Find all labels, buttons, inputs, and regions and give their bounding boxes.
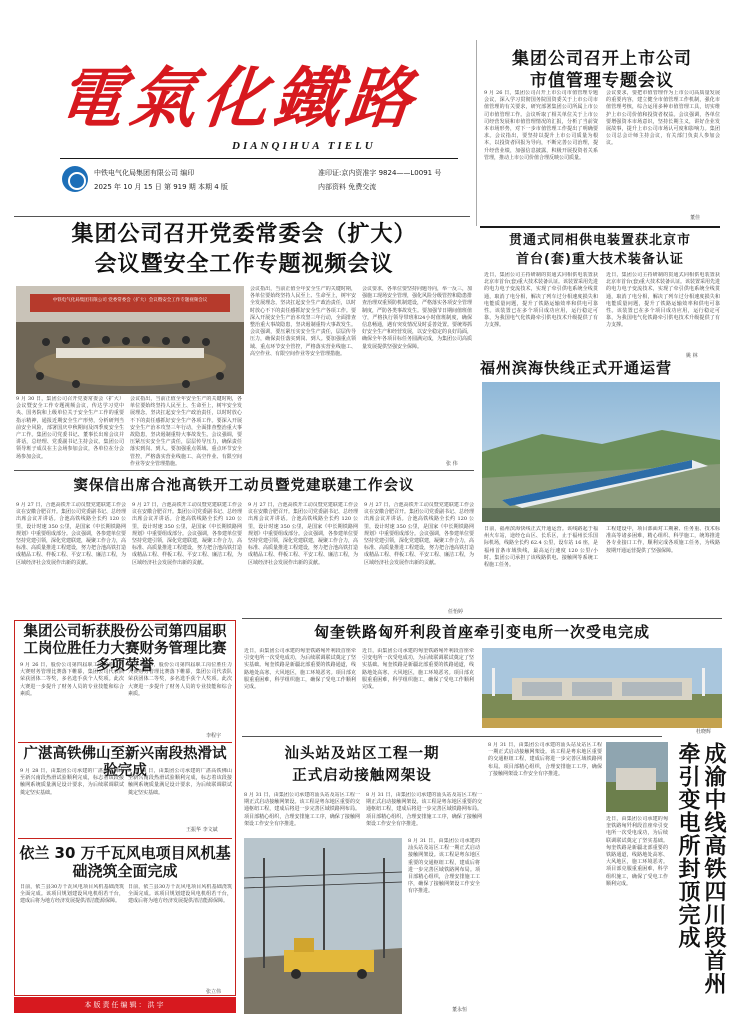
divider xyxy=(14,216,470,217)
top-right-headline-1: 集团公司召开上市公司 xyxy=(512,49,692,69)
divider xyxy=(480,226,720,228)
box-article-3-body-a: 日前，依兰县30万千瓦风电项目风机基础浇筑全面完成。该项目规划建设风电机组若干台，建成后将为地方经济发展提供清洁能源保障。 xyxy=(20,884,124,905)
box-article-2-body-a: 9 月 28 日，由集团公司承建的广湛高铁佛山至新兴南段热滑试验顺利完成，标志着该段接触网系统质量满足设计要求，为后续联调联试奠定坚实基础。 xyxy=(20,768,124,796)
dou-body-4: 9 月 27 日，合池高铁开工动员暨党建联建工作会议在安徽合肥召开。集团公司党委副书记、总经理出席会议并讲话。合池高铁线路全长约 120 公里，设计时速 350 公里，是国家《中长期铁路网规划》中重要组成部分。会议强调，各参建单位要坚持党建引领，深化党建联建，凝聚工作合力，高标准、高质量推进工程建设，努力把合池高铁打造成精品工程、样板工程、平安工程、廉洁工程，为区域经济社会发展作出新的贡献。 xyxy=(364,502,474,566)
main-article-col2b: 会议指出，当前正值全年安全生产的关键时期，各单位要始终坚持人民至上、生命至上，树牢安全发展理念，坚决扛起安全生产政治责任，以时时放心不下的责任感抓好安全生产各项工作。要深入开展安全生产治本攻坚三年行动，全面排查整治重大事故隐患，坚决遏制重特大事故发生。会议强调，要压紧压实安全生产责任，层层传导压力，确保责任落实到岗、到人。要加强重点领域、重点环节安全管控，严格落实营业线施工、高空作业、有限空间作业等安全管理措施。 xyxy=(250,286,356,357)
right-mid-body-right: 近日，集团公司主持研制的贯通式同相供电装置获北京市首台(套)重大技术装备认证。该装置采用先进的电力电子变流技术，实现了牵引供电系统全线贯通，取消了电分相，解决了列车过分相速度损失和电能质量问题，提升了铁路运输效率和供电可靠性。该装置已在多个项目成功应用，运行稳定可靠，为我国电气化铁路牵引供电技术升级提供了有力支撑。 xyxy=(606,272,720,329)
top-right-credit: 董佳 xyxy=(690,215,701,221)
distribution-note: 内部资料 免费交流 xyxy=(318,183,377,191)
top-right-body-right: 会议要求，要把市值管理作为上市公司高质量发展的重要内容，建立健全市值管理工作机制，强化市值管理考核，综合运用多种市值管理工具，切实维护上市公司价值和投资者权益。会议强调，各单位要增强资本市场意识，坚持长期主义，讲好企业发展故事，提升上市公司市场认可度和影响力。集团公司总会计师主持会议，有关部门负责人参加会议。 xyxy=(606,90,720,147)
divider xyxy=(18,838,232,839)
dou-body-1: 9 月 27 日，合池高铁开工动员暨党建联建工作会议在安徽合肥召开。集团公司党委副书记、总经理出席会议并讲话。合池高铁线路全长约 120 公里，设计时速 350 公里，是国家《中长期铁路网规划》中重要组成部分。会议强调，各参建单位要坚持党建引领，深化党建联建，凝聚工作合力，高标准、高质量推进工程建设，努力把合池高铁打造成精品工程、样板工程、平安工程、廉洁工程，为区域经济社会发展作出新的贡献。 xyxy=(16,502,126,566)
masthead-pinyin: DIANQIHUA TIELU xyxy=(232,140,376,152)
box-article-1-credit: 李程宇 xyxy=(206,733,222,739)
right-mid-credit: 姚 林 xyxy=(686,353,698,359)
shantou-body-2: 8 月 31 日，由集团公司承建的汕头站及站区工程一期正式启动接触网架设。该工程是粤东地区重要的交通枢纽工程，建成后将进一步完善区域铁路网布局。项目部精心组织，合理安排施工工序，确保了接触网架设工作安全有序推进。 xyxy=(366,792,482,827)
top-right-headline-2: 市值管理专题会议 xyxy=(530,71,674,91)
main-headline-1: 集团公司召开党委常委会（扩大） xyxy=(71,222,417,247)
box-article-2-body-b: 9 月 28 日，由集团公司承建的广湛高铁佛山至新兴南段热滑试验顺利完成，标志着该段接触网系统质量满足设计要求，为后续联调联试奠定坚实基础。 xyxy=(128,768,232,796)
xiongan-photo xyxy=(482,648,722,728)
shantou-credit: 董永恒 xyxy=(452,1007,468,1013)
box-article-2-credit: 王振华 李文斌 xyxy=(186,827,218,833)
fuzhou-photo xyxy=(482,382,720,522)
meeting-photo xyxy=(16,286,244,394)
box-article-3-body-b: 日前，依兰县30万千瓦风电项目风机基础浇筑全面完成。该项目规划建设风电机组若干台，建成后将为地方经济发展提供清洁能源保障。 xyxy=(128,884,232,905)
top-right-body-left: 9 月 26 日，集团公司召开上市公司市值管理专题会议，深入学习贯彻国务院国资委关于上市公司市值管理的有关要求，研究部署集团公司所属上市公司市值管理工作。会议听取了相关单位关于上市公司经营发展和市值管理情况的汇报，分析了当前资本市场形势，对下一步市值管理工作提出了明确要求。会议指出，要坚持以提升上市公司质量为根本，以投资者回报为导向，不断完善公司治理，提升经营业绩，加强信息披露，积极开展投资者关系管理，推动上市公司价值合理反映公司质量。 xyxy=(484,90,598,161)
vertical-story-body-2: 近日，由集团公司承建的匈奎铁路匈歼利段首座牵引变电所一次受电成功，为后续联调联试奠定了坚实基础。匈奎铁路是新疆北部重要的铁路通道，线路地处高寒、大风地区，施工环境恶劣。项目部克服重重困难，科学组织施工，确保了受电工作顺利完成。 xyxy=(606,816,668,887)
divider xyxy=(242,618,722,619)
xiongan-credit: 杜晓辉 xyxy=(696,729,712,735)
fuzhou-body-left: 日前，福州滨海快线正式开通运营。该线路起于福州火车站，途经仓山区、长乐区，止于福州长乐国际机场，线路全长约 62.4 公里，设车站 16 座，是福州首条市域快线，最高运行速度 120 公里/小时。集团公司承担了该线路供电、接触网等系统工程施工任务。 xyxy=(484,526,598,569)
shantou-headline-2: 正式启动接触网架设 xyxy=(292,768,432,784)
main-article-col1: 9 月 30 日，集团公司召开党委常委会（扩大）会议暨安全工作专题视频会议，传达学习党中央、国务院和上级单位关于安全生产工作的重要指示精神，通报近期安全生产形势，分析研判当前安全风险，部署国庆中秋期间及四季度安全生产工作。集团公司党委书记、董事长出席会议并讲话，总经理、党委副书记主持会议。集团公司领导班子成员在主会场参加会议，各单位在分会场参加会议。 xyxy=(16,396,124,460)
dou-body-3: 9 月 27 日，合池高铁开工动员暨党建联建工作会议在安徽合肥召开。集团公司党委副书记、总经理出席会议并讲话。合池高铁线路全长约 120 公里，设计时速 350 公里，是国家《中长期铁路网规划》中重要组成部分。会议强调，各参建单位要坚持党建引领，深化党建联建，凝聚工作合力，高标准、高质量推进工程建设，努力把合池高铁打造成精品工程、样板工程、平安工程、廉洁工程，为区域经济社会发展作出新的贡献。 xyxy=(248,502,358,566)
main-article-col2: 会议指出，当前正值全年安全生产的关键时期，各单位要始终坚持人民至上、生命至上，树牢安全发展理念，坚决扛起安全生产政治责任，以时时放心不下的责任感抓好安全生产各项工作。要深入开展安全生产治本攻坚三年行动，全面排查整治重大事故隐患，坚决遏制重特大事故发生。会议强调，要压紧压实安全生产责任，层层传导压力，确保责任落实到岗、到人。要加强重点领域、重点环节安全管控，严格落实营业线施工、高空作业、有限空间作业等安全管理措施。 xyxy=(130,396,242,466)
divider xyxy=(242,736,662,737)
divider xyxy=(14,470,474,471)
fuzhou-headline: 福州滨海快线正式开通运营 xyxy=(480,359,673,377)
masthead-title: 電氣化鐵路 xyxy=(53,59,423,137)
dou-headline: 窦保信出席合池高铁开工动员暨党建联建工作会议 xyxy=(73,478,415,494)
main-article-col3: 会议要求，各单位要坚持问题导向，举一反三，加强施工现场安全管理，强化风险分级管控和隐患排查治理双重预防机制建设，严格落实各项安全管理制度，严防各类事故发生。要加强节日期间值班值守，严格执行领导带班和24小时值班制度，确保信息畅通，遇有突发情况及时妥善处置。要统筹抓好安全生产和经营发展，以安全稳定的良好局面，确保全年各项目标任务圆满完成，为集团公司高质量发展提供坚强安全保障。 xyxy=(362,286,472,350)
publisher: 中铁电气化局集团有限公司 编印 xyxy=(94,169,195,177)
dou-body-2: 9 月 27 日，合池高铁开工动员暨党建联建工作会议在安徽合肥召开。集团公司党委副书记、总经理出席会议并讲话。合池高铁线路全长约 120 公里，设计时速 350 公里，是国家《中长期铁路网规划》中重要组成部分。会议强调，各参建单位要坚持党建引领，深化党建联建，凝聚工作合力，高标准、高质量推进工程建设，努力把合池高铁打造成精品工程、样板工程、平安工程、廉洁工程，为区域经济社会发展作出新的贡献。 xyxy=(132,502,242,566)
registration: 准印证:京内资准字 9824——L0091 号 xyxy=(318,169,442,177)
substation-photo xyxy=(606,742,668,812)
main-headline-2: 会议暨安全工作专题视频会议 xyxy=(94,252,394,277)
photo-banner-text: 中铁电气化局集团有限公司 党委常委会（扩大）会议暨安全工作专题视频会议 xyxy=(52,298,208,303)
shantou-body-1: 8 月 31 日，由集团公司承建的汕头站及站区工程一期正式启动接触网架设。该工程是粤东地区重要的交通枢纽工程，建成后将进一步完善区域铁路网布局。项目部精心组织，合理安排施工工序，确保了接触网架设工作安全有序推进。 xyxy=(244,792,360,827)
shantou-photo xyxy=(244,838,402,1014)
vertical-headline: 成渝中线高铁四川段首州牵引变电所封顶完成 xyxy=(675,742,726,995)
xiongan-body-1: 近日，由集团公司承建的匈奎铁路匈歼利段首座牵引变电所一次受电成功，为后续联调联试奠定了坚实基础。匈奎铁路是新疆北部重要的铁路通道，线路地处高寒、大风地区，施工环境恶劣。项目部克服重重困难，科学组织施工，确保了受电工作顺利完成。 xyxy=(244,648,356,691)
vertical-story-body-1: 8 月 31 日，由集团公司承建的汕头站及站区工程一期正式启动接触网架设。该工程是粤东地区重要的交通枢纽工程，建成后将进一步完善区域铁路网布局。项目部精心组织，合理安排施工工序，确保了接触网架设工作安全有序推进。 xyxy=(488,742,602,777)
box-article-1-body-b: 9 月 26 日，股份公司第四届职工岗位胜任力大赛财务管理比赛落下帷幕，集团公司代表队荣获团体二等奖，多名选手获个人奖项。此次大赛进一步提升了财务人员的专业技能和综合素质。 xyxy=(128,662,232,697)
divider xyxy=(18,742,232,743)
company-logo-icon xyxy=(62,166,88,192)
xiongan-headline: 匈奎铁路匈歼利段首座牵引变电所一次受电完成 xyxy=(313,623,650,641)
right-mid-body-left: 近日，集团公司主持研制的贯通式同相供电装置获北京市首台(套)重大技术装备认证。该装置采用先进的电力电子变流技术，实现了牵引供电系统全线贯通，取消了电分相，解决了列车过分相速度损失和电能质量问题，提升了铁路运输效率和供电可靠性。该装置已在多个项目成功应用，运行稳定可靠，为我国电气化铁路牵引供电技术升级提供了有力支撑。 xyxy=(484,272,598,329)
box-article-3-credit: 张立伟 xyxy=(206,989,222,995)
shantou-headline-1: 汕头站及站区工程一期 xyxy=(284,746,440,762)
masthead xyxy=(53,58,423,138)
xiongan-body-2: 近日，由集团公司承建的匈奎铁路匈歼利段首座牵引变电所一次受电成功，为后续联调联试奠定了坚实基础。匈奎铁路是新疆北部重要的铁路通道，线路地处高寒、大风地区，施工环境恶劣。项目部克服重重困难，科学组织施工，确保了受电工作顺利完成。 xyxy=(362,648,474,691)
box-article-2-headline: 广湛高铁佛山至新兴南段热滑试验完成 xyxy=(23,746,227,779)
issue-date: 2025 年 10 月 15 日 第 919 期 本期 4 版 xyxy=(94,183,228,191)
dou-credit: 任怡婷 xyxy=(448,609,464,615)
masthead-divider xyxy=(60,158,458,159)
box-article-1-headline: 集团公司斩获股份公司第四届职工岗位胜任力大赛财务管理比赛多项荣誉 xyxy=(23,624,227,674)
editor-footer: 本版责任编辑：洪宇 xyxy=(14,997,236,1013)
box-article-3-headline: 依兰 30 万千瓦风电项目风机基础浇筑全面完成 xyxy=(19,844,231,880)
fuzhou-body-right: 工程建设中，项目部面对工期紧、任务重、技术标准高等诸多困难，精心组织、科学施工，统筹推进各专业接口工作，顺利完成各项施工任务，为线路按期开通运营提供了坚强保障。 xyxy=(606,526,720,554)
main-article-credit: 张 伟 xyxy=(446,461,458,467)
shantou-body-3: 8 月 31 日，由集团公司承建的汕头站及站区工程一期正式启动接触网架设。该工程是粤东地区重要的交通枢纽工程，建成后将进一步完善区域铁路网布局。项目部精心组织，合理安排施工工序，确保了接触网架设工作安全有序推进。 xyxy=(408,838,480,895)
box-article-1-body-a: 9 月 26 日，股份公司第四届职工岗位胜任力大赛财务管理比赛落下帷幕，集团公司代表队荣获团体二等奖，多名选手获个人奖项。此次大赛进一步提升了财务人员的专业技能和综合素质。 xyxy=(20,662,124,697)
column-rule xyxy=(476,40,477,226)
right-mid-headline-1: 贯通式同相供电装置获北京市 xyxy=(508,233,691,248)
right-mid-headline-2: 首台(套)重大技术装备认证 xyxy=(516,252,684,267)
